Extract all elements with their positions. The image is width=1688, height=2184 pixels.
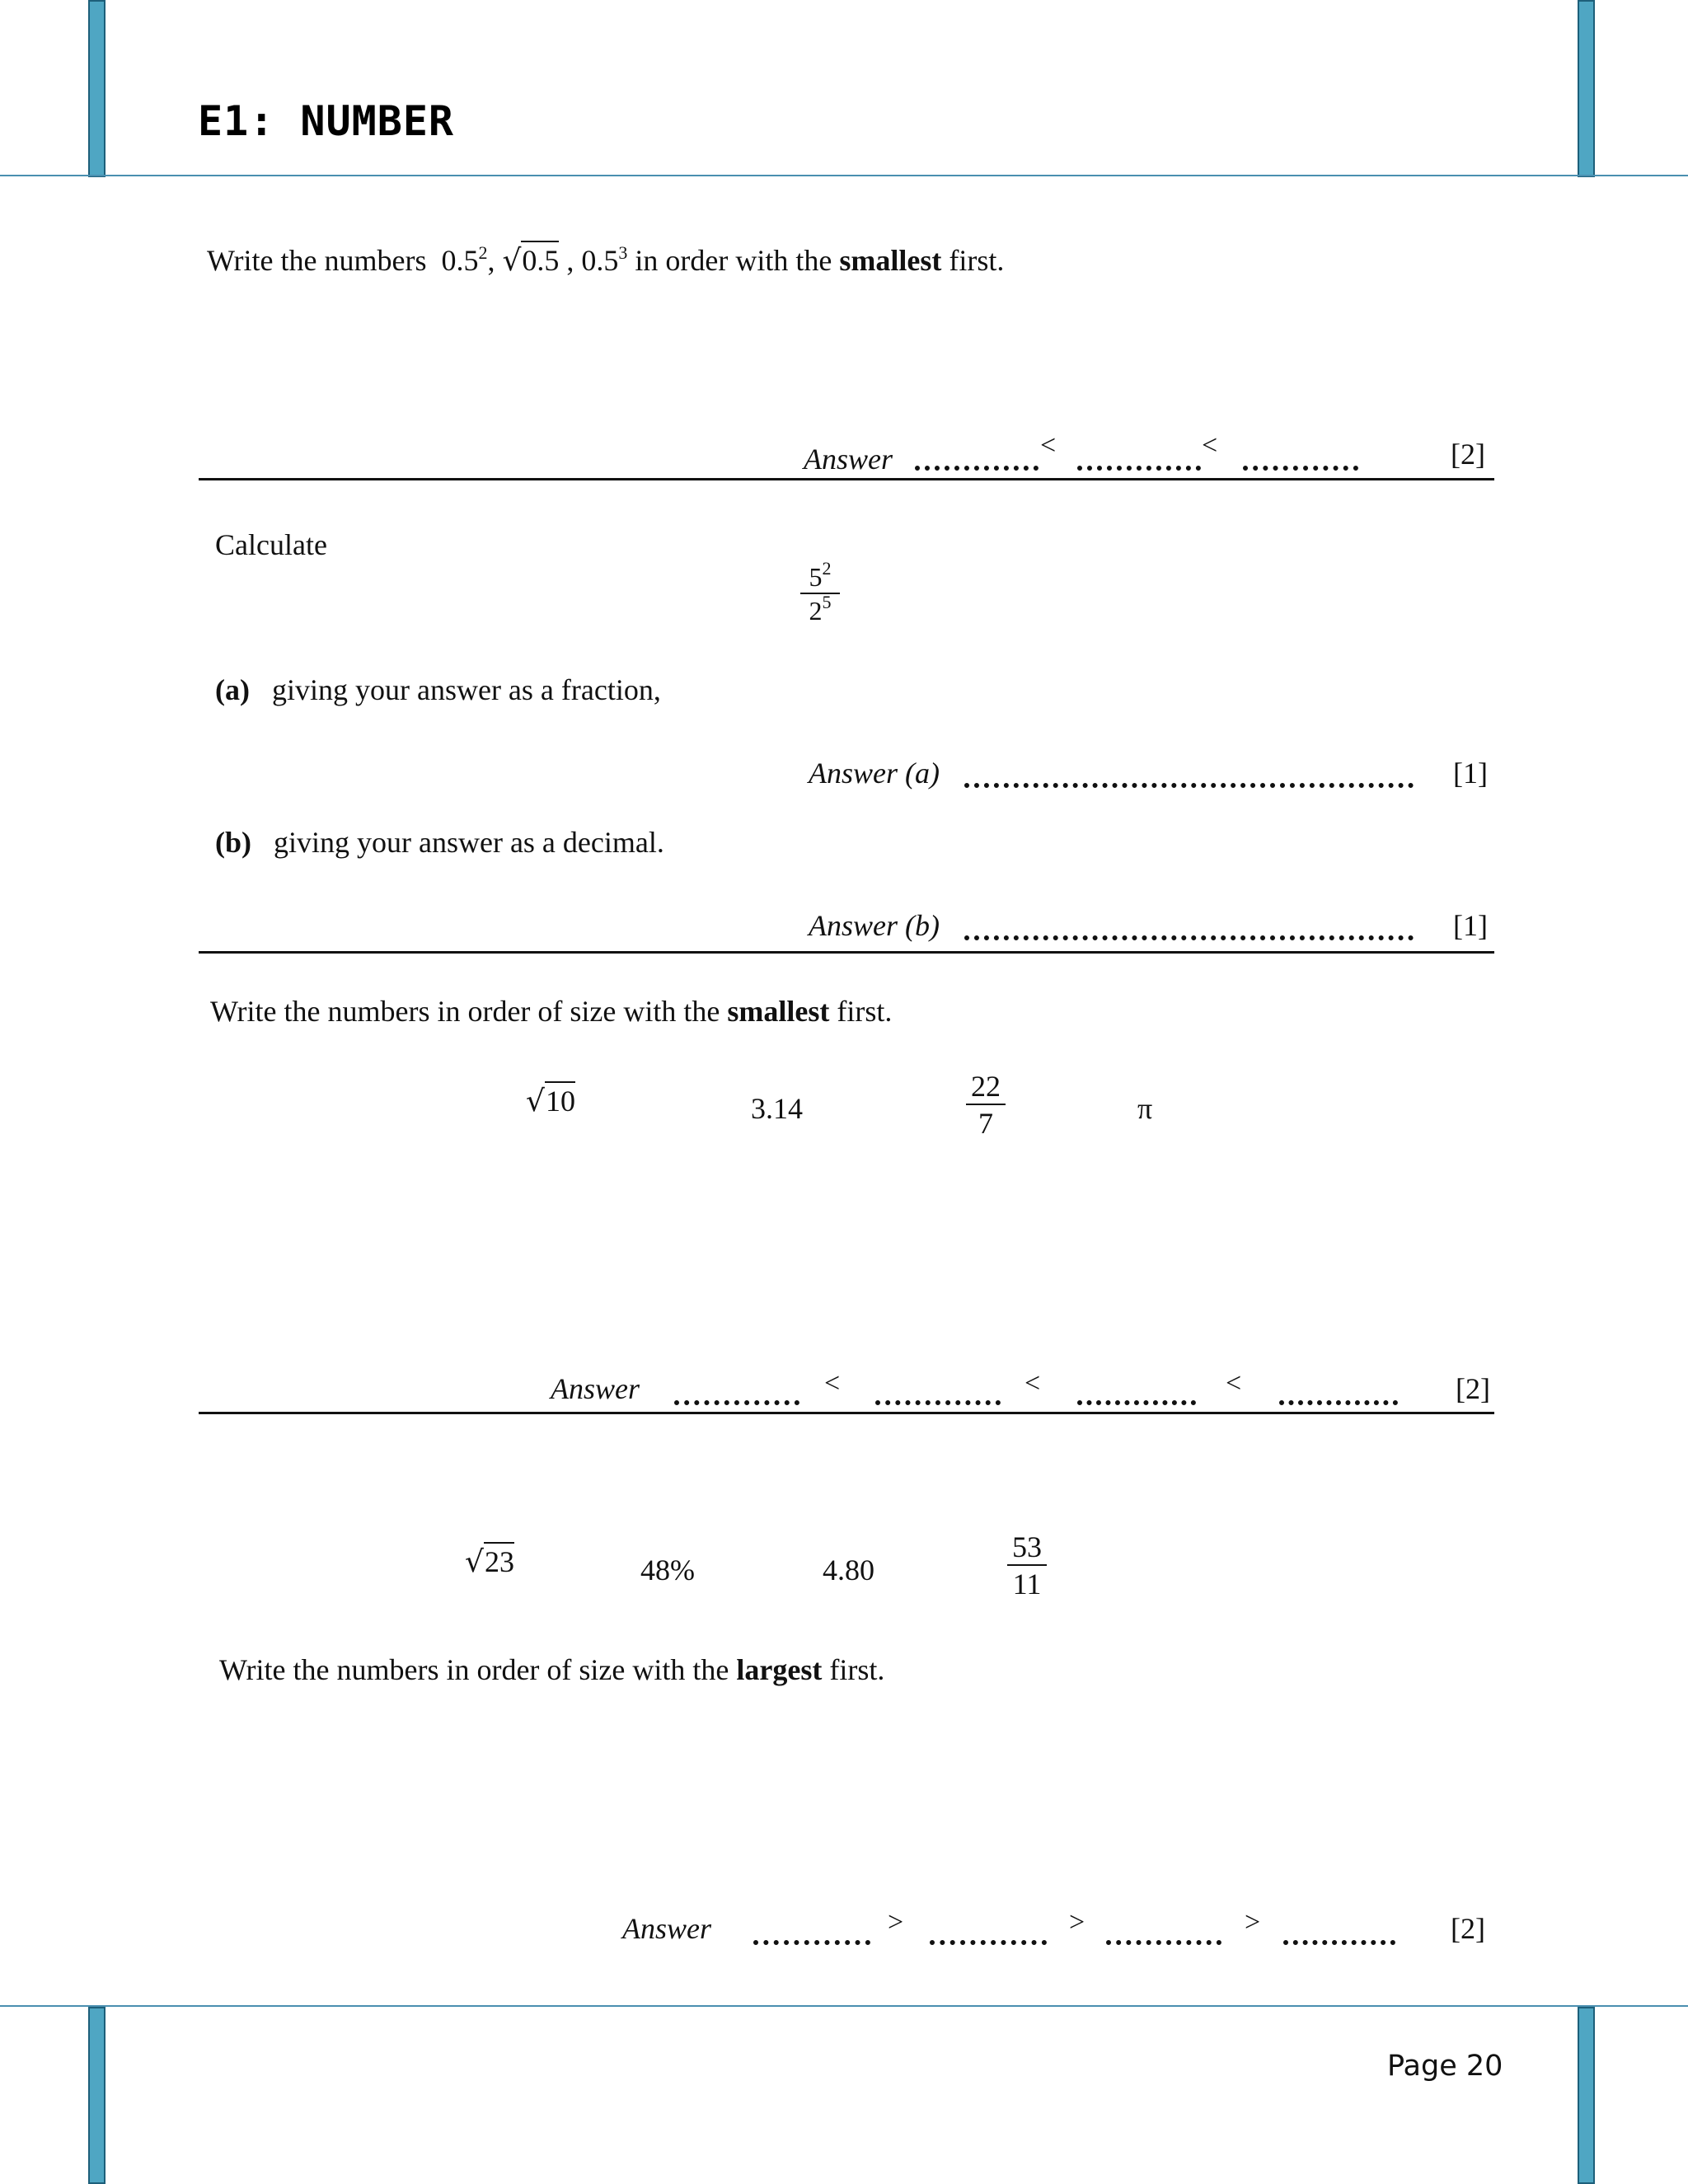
q2-part-a-text: giving your answer as a fraction, <box>271 673 661 706</box>
q4-prefix: Write the numbers in order of size with the <box>219 1653 729 1686</box>
q1-answer-label: Answer <box>804 443 893 476</box>
q1-answer-blank-3[interactable] <box>1243 461 1358 471</box>
page-title: E1: NUMBER <box>198 97 455 145</box>
q3-number-3-14: 3.14 <box>751 1092 803 1125</box>
q3-answer-blank-3[interactable] <box>1077 1395 1196 1405</box>
q4-answer-blank-2[interactable] <box>930 1935 1047 1945</box>
q1-sep-1: , <box>487 244 495 277</box>
q2b-answer-label: Answer (b) <box>809 909 940 942</box>
q2a-answer-label: Answer (a) <box>809 757 940 790</box>
q1-answer-blank-2[interactable] <box>1077 461 1201 471</box>
q4-gt-3: > <box>1245 1907 1261 1938</box>
q2b-marks: [1] <box>1453 909 1488 942</box>
q3-lt-1: < <box>824 1368 841 1399</box>
question-1-text <box>207 242 1005 278</box>
question-3-text <box>210 996 892 1026</box>
q2-part-a <box>215 675 661 705</box>
q2-part-b <box>215 827 664 857</box>
q1-number-3: $0.5^3$ <box>581 242 628 277</box>
footer-rule <box>0 2005 1688 2007</box>
page-number: Page 20 <box>1387 2050 1503 2083</box>
q3-marks: [2] <box>1456 1372 1490 1405</box>
q4-bold: largest <box>736 1653 823 1686</box>
footer-left-bar <box>88 2007 106 2184</box>
q1-mid: in order with the <box>635 244 832 277</box>
q3-answer-blank-4[interactable] <box>1279 1395 1398 1405</box>
q1-number-2-sqrt: √0.5 <box>502 246 559 276</box>
q4-number-48-percent: 48% <box>640 1554 695 1586</box>
q4-number-4-80: 4.80 <box>823 1554 874 1586</box>
q4-gt-2: > <box>1069 1907 1085 1938</box>
q3-answer-label: Answer <box>551 1372 640 1405</box>
header-rule <box>0 175 1688 176</box>
q2-part-b-text: giving your answer as a decimal. <box>274 826 664 859</box>
q2-part-b-label: (b) <box>215 826 251 859</box>
q2b-answer-blank[interactable] <box>964 930 1414 940</box>
q4-marks: [2] <box>1451 1912 1485 1945</box>
footer-right-bar <box>1578 2007 1595 2184</box>
q4-answer-blank-1[interactable] <box>753 1935 870 1945</box>
q1-prefix: Write the numbers <box>207 244 427 277</box>
q1-divider <box>199 478 1494 480</box>
q2-divider <box>199 951 1494 954</box>
q2-intro: Calculate <box>215 528 327 561</box>
q3-prefix: Write the numbers in order of size with the <box>210 995 720 1028</box>
header-right-bar <box>1578 0 1595 177</box>
q2-fraction: $\frac{5^2}{2^5}$ <box>800 562 840 627</box>
q3-lt-3: < <box>1226 1368 1242 1399</box>
q4-answer-blank-4[interactable] <box>1283 1935 1395 1945</box>
q3-fraction-22-7: $\frac{22}{7}$ <box>966 1070 1006 1142</box>
q4-answer-blank-3[interactable] <box>1106 1935 1221 1945</box>
q1-lt-2: < <box>1202 430 1218 461</box>
q3-lt-2: < <box>1025 1368 1041 1399</box>
header-left-bar <box>88 0 106 177</box>
q3-answer-blank-2[interactable] <box>875 1395 1001 1405</box>
q1-answer-blank-1[interactable] <box>915 461 1039 471</box>
q3-divider <box>199 1412 1494 1414</box>
q4-number-sqrt23: √23 <box>465 1547 514 1577</box>
q3-suffix: first. <box>837 995 893 1028</box>
q1-bold: smallest <box>839 244 942 277</box>
q4-gt-1: > <box>888 1907 904 1938</box>
q2a-marks: [1] <box>1453 757 1488 790</box>
q1-suffix: first. <box>949 244 1005 277</box>
q1-marks: [2] <box>1451 438 1485 471</box>
q2-part-a-label: (a) <box>215 673 250 706</box>
q4-suffix: first. <box>829 1653 885 1686</box>
q4-answer-label: Answer <box>622 1912 711 1945</box>
q3-bold: smallest <box>727 995 830 1028</box>
q1-sep-2: , <box>566 244 574 277</box>
q1-number-1: $0.5^2$ <box>441 242 488 277</box>
q3-number-sqrt10: √10 <box>526 1086 575 1117</box>
question-4-text <box>219 1655 884 1685</box>
q3-answer-blank-1[interactable] <box>674 1395 799 1405</box>
q2a-answer-blank[interactable] <box>964 778 1414 788</box>
q1-lt-1: < <box>1040 430 1057 461</box>
q3-number-pi: π <box>1137 1092 1153 1125</box>
q4-fraction-53-11: $\frac{53}{11}$ <box>1007 1530 1047 1603</box>
